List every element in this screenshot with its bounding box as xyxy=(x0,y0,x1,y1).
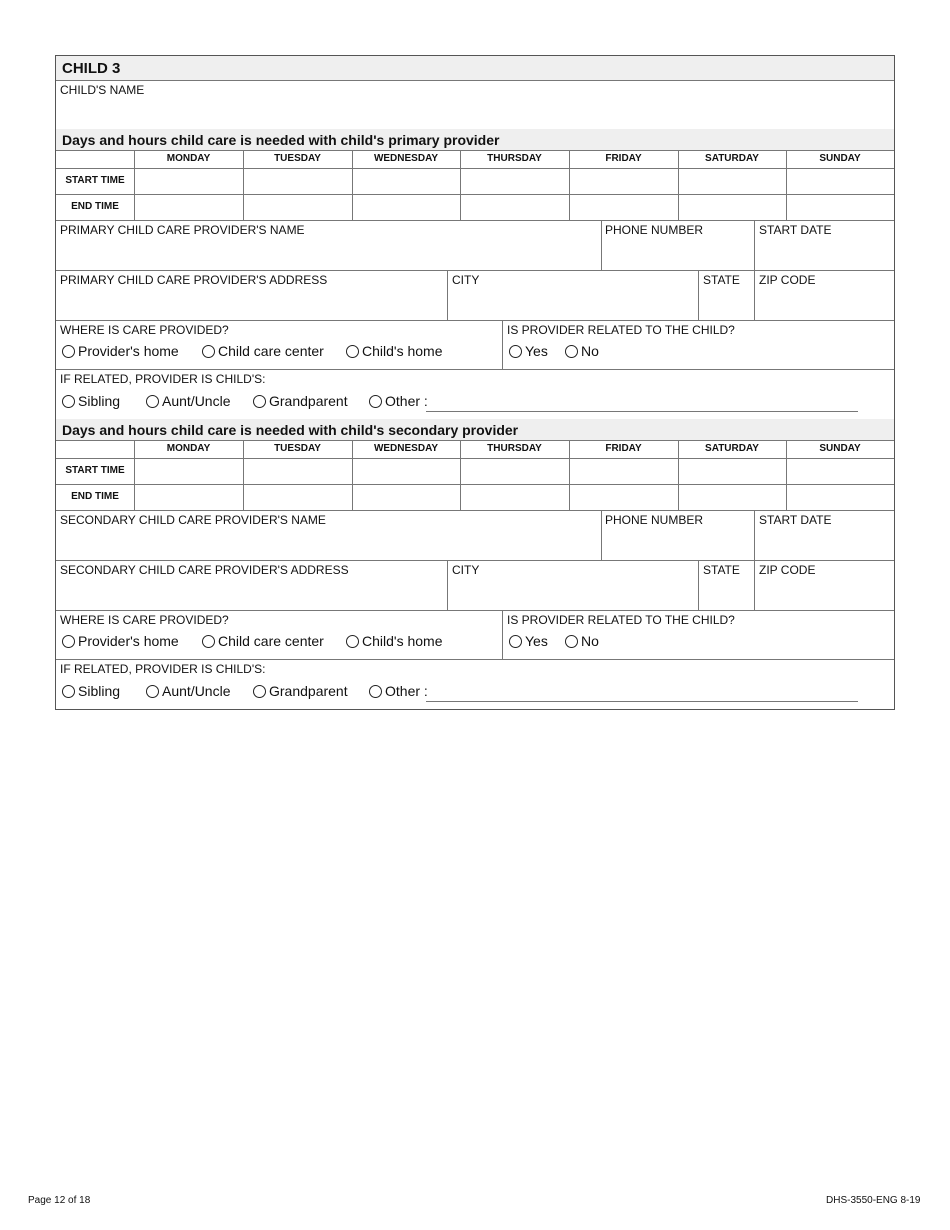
primary-end-time-cell[interactable] xyxy=(353,195,459,219)
primary-address-input[interactable] xyxy=(57,289,446,319)
secondary-day-header: FRIDAY xyxy=(605,443,642,454)
secondary-zip-label: ZIP CODE xyxy=(759,563,816,577)
secondary-start-time-cell[interactable] xyxy=(787,459,893,483)
primary-end-time-label: END TIME xyxy=(71,201,119,212)
secondary-relation-option[interactable]: Aunt/Uncle xyxy=(146,683,230,699)
primary-state-label: STATE xyxy=(703,273,740,287)
primary-start-date-input[interactable] xyxy=(755,239,893,269)
secondary-relation-option[interactable]: Grandparent xyxy=(253,683,348,699)
radio-icon[interactable] xyxy=(565,635,578,648)
radio-icon[interactable] xyxy=(509,635,522,648)
secondary-address-label: SECONDARY CHILD CARE PROVIDER'S ADDRESS xyxy=(60,563,349,577)
radio-icon[interactable] xyxy=(509,345,522,358)
primary-where-option[interactable]: Provider's home xyxy=(62,343,179,359)
secondary-start-time-cell[interactable] xyxy=(679,459,785,483)
secondary-relation-option[interactable]: Sibling xyxy=(62,683,120,699)
primary-section-title: Days and hours child care is needed with child's primary provider xyxy=(62,132,500,148)
primary-day-header: MONDAY xyxy=(166,153,211,164)
primary-end-time-cell[interactable] xyxy=(135,195,242,219)
primary-day-header: WEDNESDAY xyxy=(373,153,439,164)
secondary-phone-input[interactable] xyxy=(602,529,753,559)
secondary-end-time-cell[interactable] xyxy=(461,485,568,509)
childs-name-label: CHILD'S NAME xyxy=(60,83,145,97)
secondary-day-header: MONDAY xyxy=(166,443,211,454)
secondary-end-time-cell[interactable] xyxy=(679,485,785,509)
primary-other-input[interactable] xyxy=(426,411,858,412)
secondary-end-time-cell[interactable] xyxy=(353,485,459,509)
primary-day-header: FRIDAY xyxy=(605,153,642,164)
primary-zip-label: ZIP CODE xyxy=(759,273,816,287)
secondary-start-date-label: START DATE xyxy=(759,513,832,527)
radio-icon[interactable] xyxy=(62,345,75,358)
primary-provider-name-input[interactable] xyxy=(57,239,600,269)
secondary-day-header: SUNDAY xyxy=(819,443,861,454)
form-id: DHS-3550-ENG 8-19 xyxy=(826,1195,921,1206)
primary-day-header: THURSDAY xyxy=(487,153,542,164)
primary-where-label: WHERE IS CARE PROVIDED? xyxy=(60,323,229,337)
secondary-end-time-cell[interactable] xyxy=(135,485,242,509)
primary-where-option[interactable]: Child care center xyxy=(202,343,324,359)
secondary-provider-name-input[interactable] xyxy=(57,529,600,559)
radio-icon[interactable] xyxy=(146,685,159,698)
primary-related-label: IS PROVIDER RELATED TO THE CHILD? xyxy=(507,323,735,337)
primary-start-time-cell[interactable] xyxy=(353,169,459,193)
secondary-start-date-input[interactable] xyxy=(755,529,893,559)
secondary-start-time-cell[interactable] xyxy=(135,459,242,483)
secondary-related-option[interactable]: Yes xyxy=(509,633,548,649)
secondary-provider-name-label: SECONDARY CHILD CARE PROVIDER'S NAME xyxy=(60,513,326,527)
primary-end-time-cell[interactable] xyxy=(679,195,785,219)
primary-start-time-cell[interactable] xyxy=(244,169,351,193)
secondary-where-option[interactable]: Provider's home xyxy=(62,633,179,649)
primary-start-time-cell[interactable] xyxy=(135,169,242,193)
secondary-start-time-cell[interactable] xyxy=(461,459,568,483)
primary-end-time-cell[interactable] xyxy=(244,195,351,219)
child-3-form xyxy=(55,55,895,710)
secondary-city-label: CITY xyxy=(452,563,480,577)
secondary-where-label: WHERE IS CARE PROVIDED? xyxy=(60,613,229,627)
secondary-start-time-cell[interactable] xyxy=(244,459,351,483)
primary-day-header: TUESDAY xyxy=(274,153,321,164)
primary-start-time-cell[interactable] xyxy=(787,169,893,193)
primary-day-header: SATURDAY xyxy=(705,153,759,164)
radio-icon[interactable] xyxy=(369,395,382,408)
secondary-start-time-cell[interactable] xyxy=(353,459,459,483)
secondary-related-option[interactable]: No xyxy=(565,633,599,649)
primary-start-time-cell[interactable] xyxy=(570,169,677,193)
radio-icon[interactable] xyxy=(202,345,215,358)
primary-city-label: CITY xyxy=(452,273,480,287)
primary-phone-label: PHONE NUMBER xyxy=(605,223,704,237)
secondary-where-option[interactable]: Child's home xyxy=(346,633,443,649)
primary-relation-option[interactable]: Aunt/Uncle xyxy=(146,393,230,409)
primary-day-header: SUNDAY xyxy=(819,153,861,164)
secondary-other-input[interactable] xyxy=(426,701,858,702)
secondary-where-option[interactable]: Child care center xyxy=(202,633,324,649)
secondary-end-time-cell[interactable] xyxy=(787,485,893,509)
primary-start-date-label: START DATE xyxy=(759,223,832,237)
primary-end-time-cell[interactable] xyxy=(570,195,677,219)
radio-icon[interactable] xyxy=(62,395,75,408)
secondary-relation-option[interactable]: Other : xyxy=(369,683,428,699)
primary-state-input[interactable] xyxy=(699,289,753,319)
secondary-phone-label: PHONE NUMBER xyxy=(605,513,704,527)
radio-icon[interactable] xyxy=(146,395,159,408)
primary-city-input[interactable] xyxy=(448,289,697,319)
secondary-end-time-label: END TIME xyxy=(71,491,119,502)
secondary-zip-input[interactable] xyxy=(755,579,893,609)
secondary-state-label: STATE xyxy=(703,563,740,577)
primary-relation-option[interactable]: Grandparent xyxy=(253,393,348,409)
radio-icon[interactable] xyxy=(346,635,359,648)
primary-phone-input[interactable] xyxy=(602,239,753,269)
primary-address-label: PRIMARY CHILD CARE PROVIDER'S ADDRESS xyxy=(60,273,328,287)
radio-icon[interactable] xyxy=(62,685,75,698)
secondary-address-input[interactable] xyxy=(57,579,446,609)
primary-start-time-cell[interactable] xyxy=(679,169,785,193)
radio-icon[interactable] xyxy=(202,635,215,648)
secondary-end-time-cell[interactable] xyxy=(570,485,677,509)
primary-where-option[interactable]: Child's home xyxy=(346,343,443,359)
radio-icon[interactable] xyxy=(253,395,266,408)
radio-icon[interactable] xyxy=(346,345,359,358)
child-title: CHILD 3 xyxy=(62,60,121,77)
primary-relation-option[interactable]: Sibling xyxy=(62,393,120,409)
child-header-band xyxy=(56,56,894,80)
radio-icon[interactable] xyxy=(565,345,578,358)
childs-name-input[interactable] xyxy=(56,98,894,128)
secondary-start-time-label: START TIME xyxy=(65,465,125,476)
primary-zip-input[interactable] xyxy=(755,289,893,319)
primary-start-time-cell[interactable] xyxy=(461,169,568,193)
primary-provider-name-label: PRIMARY CHILD CARE PROVIDER'S NAME xyxy=(60,223,305,237)
radio-icon[interactable] xyxy=(62,635,75,648)
secondary-related-label: IS PROVIDER RELATED TO THE CHILD? xyxy=(507,613,735,627)
secondary-relation-label: IF RELATED, PROVIDER IS CHILD'S: xyxy=(60,662,266,676)
page-number: Page 12 of 18 xyxy=(28,1195,91,1206)
secondary-state-input[interactable] xyxy=(699,579,753,609)
primary-start-time-label: START TIME xyxy=(65,175,125,186)
primary-relation-option[interactable]: Other : xyxy=(369,393,428,409)
secondary-day-header: TUESDAY xyxy=(274,443,321,454)
primary-end-time-cell[interactable] xyxy=(461,195,568,219)
primary-related-option[interactable]: Yes xyxy=(509,343,548,359)
primary-related-option[interactable]: No xyxy=(565,343,599,359)
primary-end-time-cell[interactable] xyxy=(787,195,893,219)
primary-relation-label: IF RELATED, PROVIDER IS CHILD'S: xyxy=(60,372,266,386)
secondary-day-header: THURSDAY xyxy=(487,443,542,454)
secondary-start-time-cell[interactable] xyxy=(570,459,677,483)
secondary-day-header: SATURDAY xyxy=(705,443,759,454)
secondary-end-time-cell[interactable] xyxy=(244,485,351,509)
secondary-day-header: WEDNESDAY xyxy=(373,443,439,454)
radio-icon[interactable] xyxy=(369,685,382,698)
secondary-city-input[interactable] xyxy=(448,579,697,609)
secondary-section-title: Days and hours child care is needed with child's secondary provider xyxy=(62,422,519,438)
radio-icon[interactable] xyxy=(253,685,266,698)
